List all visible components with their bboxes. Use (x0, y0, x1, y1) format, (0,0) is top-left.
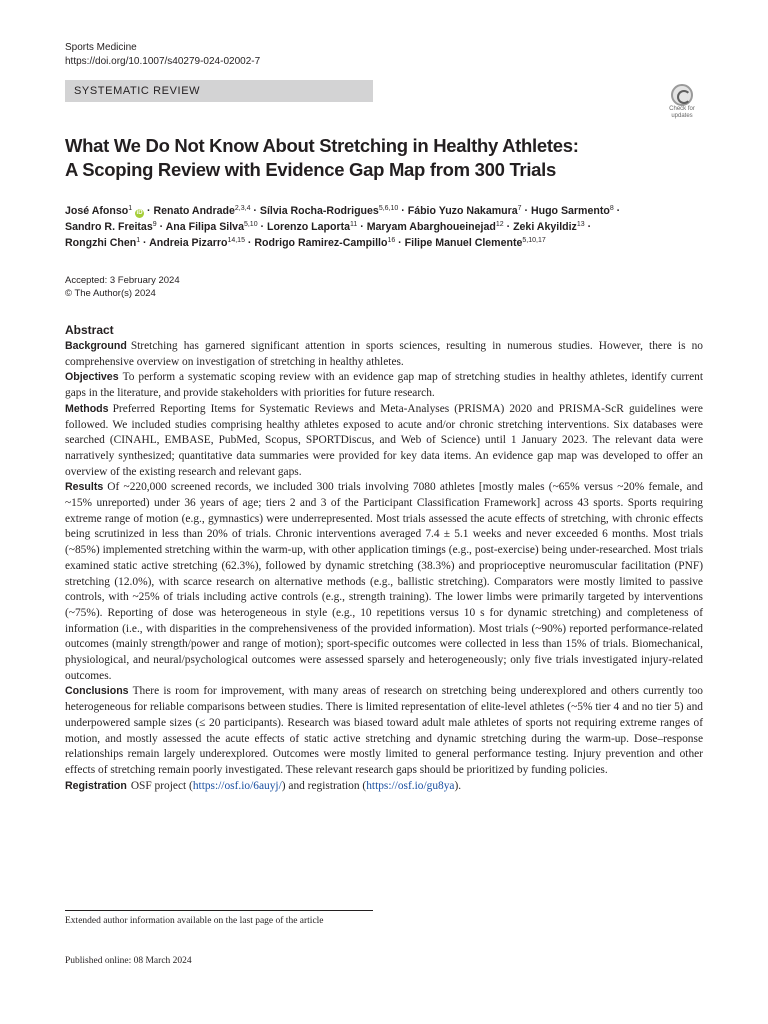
author-name: Rongzhi Chen (65, 237, 137, 249)
registration-label: Registration (65, 779, 127, 792)
author-affiliation: 2,3,4 (234, 205, 251, 212)
author-separator: · (357, 221, 367, 233)
abstract-methods (65, 402, 703, 481)
journal-name: Sports Medicine (65, 42, 137, 53)
author-name: Andreia Pizarro (149, 237, 228, 249)
author-name: Hugo Sarmento (530, 205, 610, 217)
author-separator: · (244, 237, 255, 249)
author-separator: · (398, 205, 408, 217)
objectives-label: Objectives (65, 371, 119, 384)
author-affiliation: 14,15 (227, 237, 245, 244)
methods-label: Methods (65, 402, 109, 415)
author[interactable] (260, 205, 398, 217)
author-separator: · (503, 221, 514, 233)
author-name: José Afonso (65, 205, 129, 217)
author-affiliation: 5,10 (243, 221, 258, 228)
author[interactable] (149, 237, 245, 249)
copyright-notice: © The Author(s) 2024 (65, 288, 156, 299)
section-label: SYSTEMATIC REVIEW (74, 85, 201, 97)
background-label: Background (65, 340, 127, 352)
objectives-text: To perform a systematic scoping review with an evidence gap map of stretching studies in healthy athletes, identify current gaps in the literature, and provide stakeholders with priorities for future research. (65, 371, 703, 400)
accepted-date: Accepted: 3 February 2024 (65, 275, 180, 286)
badge-text-line2: updates (671, 113, 693, 119)
orcid-icon[interactable]: iD (136, 210, 143, 216)
author-separator: · (613, 205, 621, 217)
author-affiliation: 8 (609, 205, 614, 212)
author[interactable] (513, 221, 585, 233)
author-name: Sílvia Rocha-Rodrigues (259, 205, 379, 217)
check-for-updates-badge[interactable] (661, 84, 703, 124)
published-date: Published online: 08 March 2024 (65, 956, 192, 966)
author-affiliation: 16 (387, 237, 396, 244)
author[interactable] (254, 237, 395, 249)
author-info-footnote: Extended author information available on the last page of the article (65, 916, 324, 926)
author-separator: · (156, 221, 166, 233)
author-separator: · (257, 221, 268, 233)
conclusions-text: There is room for improvement, with many areas of research on stretching being underexplored and others currently too heterogeneous for reliable comparisons between studies. There is limited representation of elite-level athletes (~5% tier 4 and no tier 5) and underpowered sample sizes (≤ 20 participants). Research was biased toward adult male athletes of sports not requiring extreme ranges of motion, and mostly assessed the acute effects of static active stretching and dynamic stretching during the warm-up. Dose–response relationships remain largely underexplored. Outcomes were mostly limited to general performance testing. Injury prevention and other effects of stretching remain poorly investigated. These relevant research gaps should be prioritized by funding policies. (65, 685, 703, 776)
author-name: Fábio Yuzo Nakamura (407, 205, 518, 217)
author[interactable] (65, 205, 144, 217)
author-name: Renato Andrade (153, 205, 235, 217)
author[interactable] (166, 221, 258, 233)
author-affiliation: 13 (576, 221, 585, 228)
background-text: Stretching has garnered significant attention in sports sciences, resulting in numerous studies. However, there is no comprehensive overview on investigation of stretching in healthy athletes. (65, 340, 703, 368)
badge-text-line1: Check for (669, 106, 695, 112)
author[interactable] (65, 237, 140, 249)
author[interactable] (408, 205, 522, 217)
author-name: Filipe Manuel Clemente (404, 237, 523, 249)
author-affiliation: 12 (495, 221, 504, 228)
osf-project-link[interactable]: https://osf.io/6auyj/ (192, 779, 282, 792)
registration-mid: ) and registration ( (281, 779, 367, 792)
doi-link[interactable]: https://doi.org/10.1007/s40279-024-02002-7 (65, 56, 261, 67)
title-line-1: What We Do Not Know About Stretching in Healthy Athletes: (65, 135, 579, 156)
registration-post: ). (454, 779, 462, 792)
footnote-divider (65, 910, 373, 911)
author[interactable] (65, 221, 157, 233)
conclusions-label: Conclusions (65, 685, 129, 698)
abstract-background (65, 339, 703, 370)
author-separator: · (144, 205, 154, 217)
author-affiliation: 11 (350, 221, 358, 228)
results-label: Results (65, 481, 104, 494)
author[interactable] (531, 205, 614, 217)
author-name: Sandro R. Freitas (65, 221, 153, 233)
author-name: Zeki Akyildiz (513, 221, 577, 233)
abstract-results (65, 480, 703, 684)
author-separator: · (250, 205, 260, 217)
abstract-heading: Abstract (65, 323, 114, 337)
osf-registration-link[interactable]: https://osf.io/gu8ya (366, 779, 455, 792)
author-affiliation: 1 (128, 205, 133, 212)
author[interactable] (367, 221, 504, 233)
author-affiliation: 9 (152, 221, 157, 228)
author-separator: · (140, 237, 150, 249)
author[interactable] (267, 221, 357, 233)
results-text: Of ~220,000 screened records, we included 300 trials involving 7080 athletes [mostly males (~65% versus ~20% female, and ~15% unreported) under 36 years of age; tiers 2 and 3 of the Participant Classification Framework] across 43 sports. Sports requiring extreme range of motion (e.g., gymnastics) were underrepresented. Most trials assessed the acute effects of stretching, with chronic effects being scrutinized in less than 20% of trials. Chronic interventions averaged 7.4 ± 5.1 weeks and never exceeded 6 months. Most trials (~85%) implemented stretching within the warm-up, with other application timings (e.g., post-exercise) being under-researched. Most trials examined static active stretching (62.3%), followed by dynamic stretching (38.3%) and proprioceptive neuromuscular facilitation (PNF) stretching (12.0%), with scarce research on alternative methods (e.g., ballistic stretching). Comparators were mostly limited to passive controls, with ~25% of trials including active controls (e.g., strength training). The lower limbs were primarily targeted by interventions (~75%). Reporting of dose was heterogeneous in style (e.g., 10 repetitions versus 10 s for dynamic stretching) and completeness of information (i.e., with disparities in the comprehensiveness of the provided information). Most trials (~90%) reported performance-related outcomes (mainly strength/power and range of motion); sport-specific outcomes were collected in less than 15% of trials. Biomechanical, physiological, and neural/psychological outcomes were assessed sparsely and heterogeneously; only five trials investigated injury-related outcomes. (65, 481, 703, 682)
author-affiliation: 7 (517, 205, 522, 212)
author-name: Rodrigo Ramirez-Campillo (254, 237, 388, 249)
author-affiliation: 5,6,10 (378, 205, 399, 212)
author-list (65, 203, 725, 251)
author-affiliation: 5,10,17 (522, 237, 546, 244)
abstract-registration (65, 779, 703, 795)
author-separator: · (521, 205, 531, 217)
abstract-body (65, 339, 703, 794)
author-separator: · (584, 221, 592, 233)
title-line-2: A Scoping Review with Evidence Gap Map from 300 Trials (65, 159, 556, 180)
check-for-updates-icon (671, 84, 693, 106)
author-name: Lorenzo Laporta (267, 221, 351, 233)
abstract-objectives (65, 370, 703, 401)
author[interactable] (405, 237, 546, 249)
author-name: Ana Filipa Silva (165, 221, 244, 233)
abstract-conclusions (65, 684, 703, 778)
article-title (65, 134, 579, 182)
author-name: Maryam Abarghoueinejad (366, 221, 496, 233)
registration-pre: OSF project ( (130, 779, 193, 792)
author-affiliation: 1 (136, 237, 141, 244)
methods-text: Preferred Reporting Items for Systematic Reviews and Meta-Analyses (PRISMA) 2020 and PRISMA-ScR guidelines were followed. We included studies comprising healthy athletes exposed to acute and/or chronic stretching interventions. Six databases were searched (CINAHL, EMBASE, PubMed, Scopus, SPORTDiscus, and Web of Science) until 1 January 2023. The relevant data were narratively synthesized; quantitative data summaries were provided for key data items. An evidence gap map was developed to offer an overview of the existing research and relevant gaps. (65, 402, 703, 478)
author[interactable] (153, 205, 250, 217)
author-separator: · (395, 237, 405, 249)
section-band (65, 80, 373, 102)
